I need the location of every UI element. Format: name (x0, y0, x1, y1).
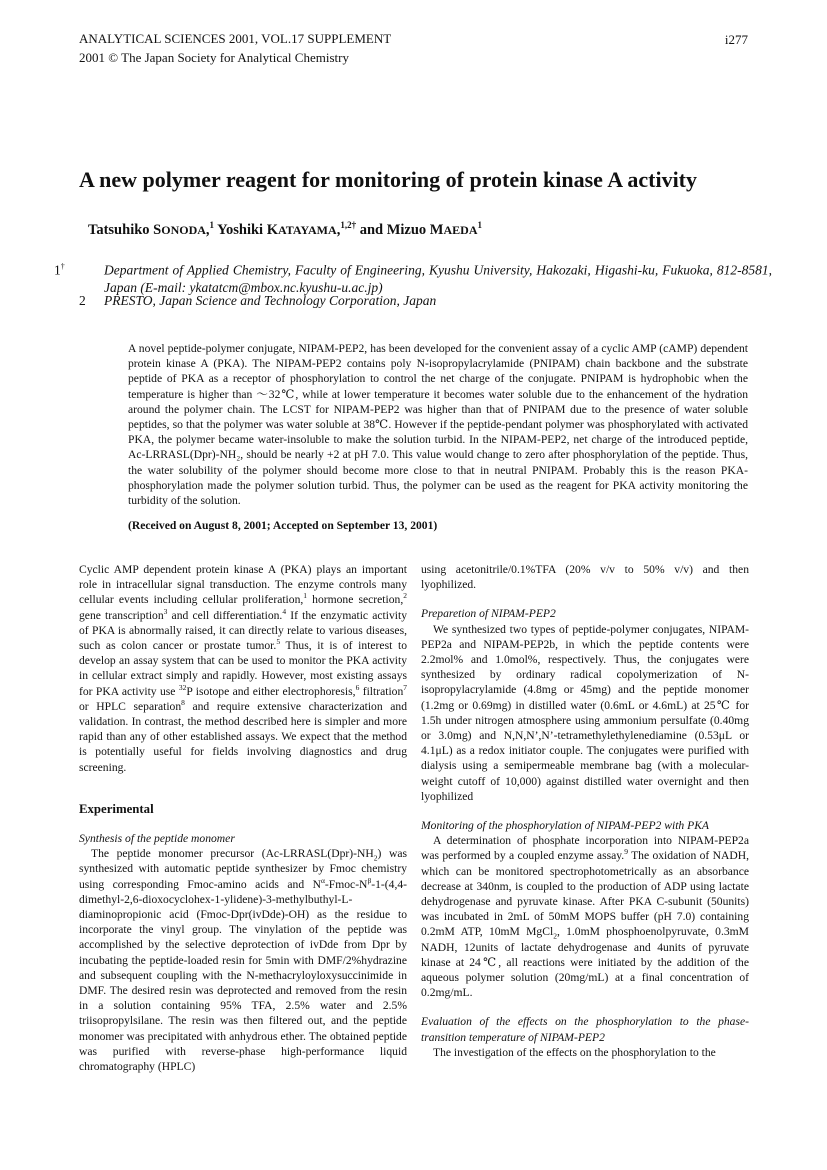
paragraph-continuation: using acetonitrile/0.1%TFA (20% v/v to 50% v/v) and then lyophilized. (421, 563, 749, 592)
subsection-heading-preparation: Preparetion of NIPAM-PEP2 (421, 607, 556, 621)
journal-header: ANALYTICAL SCIENCES 2001, VOL.17 SUPPLEMENT (79, 31, 392, 46)
abstract: A novel peptide-polymer conjugate, NIPAM-PEP2, has been developed for the convenient assay of a cyclic AMP (cAMP) dependent protein kinase A (PKA). The NIPAM-PEP2 contains poly N-isopropylacrylamide (PNIPAM) chain backbone and the substrate peptide of PKA as a receptor of phosphorylation to control the net charge of the conjugate. PNIPAM is hydrophobic when the temperature is higher than ～32℃, while at lower temperature it becomes water soluble due to the enhancement of the hydration around the polymer chain. The LCST for NIPAM-PEP2 was higher than that of PNIPAM due to the presence of water soluble peptides, so that the polymer was water soluble at 38℃. However if the peptide-pendant polymer was phosphorylated with activated PKA, the polymer became water-insoluble to make the solution turbid. In the NIPAM-PEP2, net charge of the introduced peptide, Ac-LRRASL(Dpr)-NH₂, should be nearly +2 at pH 7.0. This value would change to zero after phosphorylation of the peptide. Thus, the water solubility of the polymer should become more close to that in neutral PNIPAM. Probably this is the reason PKA-phosphorylation made the polymer solution turbid. Thus, the polymer can be used as the reagent for PKA activity monitoring the turbidity of the solution. (128, 342, 748, 508)
affiliation-2: 2 PRESTO, Japan Science and Technology Corporation, Japan (79, 293, 437, 308)
synthesis-paragraph: The peptide monomer precursor $(Ac-LRRASL(Dpr)-NH_2)$ was synthesized with automatic peptide synthesizer by Fmoc chemistry using corresponding Fmoc-amino acids and $N^\alpha-Fmoc-N^\beta-1-(4,4-dimethyl-2,6-dioxocyclohex-1-ylidene)-3-methylbuthyl-L$-diaminopropionic acid (Fmoc-Dpr(ivDde)-OH) as the residue to incorporate the vinyl group. The vinylation of the peptide was accomplished by the selective deprotection of ivDde from Dpr by incubating the peptide-loaded resin for 5min with DMF/2%hydrazine and subsequent coupling with the N-methacryloyloxysuccinimide in DMF. The desired resin was deprotected and removed from the resin in a solution containing 95% TFA, 2.5% water and 2.5% triisopropylsilane. The resin was then filtered out, and the peptide monomer was precipitated with anhydrous ether. The obtained peptide was purified with reverse-phase high-performance liquid chromatography (HPLC) (79, 847, 407, 1074)
subsection-heading-evaluation: Evaluation of the effects on the phosphorylation to the phase-transition temperature of NIPAM-PEP2 (421, 1015, 749, 1044)
monitoring-paragraph: A determination of phosphate incorporation into NIPAM-PEP2a was performed by a coupled enzyme assay.$^9$ The oxidation of NADH, which can be monitored spectrophotometrically as an absorbance decrease at 340nm, is coupled to the production of ADP using lactate dehydrogenase and pyruvate kinase. After PKA C-subunit (50units) was incubated in 2mL of 50mM MOPS buffer (pH 7.0) containing 0.2mM ATP, 10mM MgCl$_2$, 1.0mM phosphoenolpyruvate, 0.3mM NADH, 12units of lactate dehydrogenase and 4units of pyruvate kinase at 24℃, all reactions were initiated by the addition of the aqueous polymer solution (20mg/mL) at a final concentration of 0.2mg/mL. (421, 834, 750, 1000)
copyright-line: 2001 © The Japan Society for Analytical Chemistry (79, 50, 349, 65)
author: Tatsuhiko SONODA,$^1$ (88, 220, 215, 238)
subsection-heading-monitoring: Monitoring of the phosphorylation of NIPAM-PEP2 with PKA (421, 819, 710, 833)
evaluation-paragraph: The investigation of the effects on the phosphorylation to the (433, 1045, 716, 1059)
page-number: i277 (724, 32, 748, 47)
paper-title: A new polymer reagent for monitoring of protein kinase A activity (79, 167, 698, 192)
subsection-heading-synthesis: Synthesis of the peptide monomer (79, 832, 235, 846)
introduction-paragraph: Cyclic AMP dependent protein kinase A (PKA) plays an important role in intracellular signal transduction. The enzyme controls many cellular events including cellular proliferation,$^1$ hormone secretion,$^2$ gene transcription$^3$ and cell differentiation.$^4$ If the enzymatic activity of PKA is abnormally raised, it can directly relate to various diseases, such as colon cancer or prostate tumor.$^5$ Thus, it is of interest to develop an assay system that can be used to monitor the PKA activity in cellular extract simply and rapidly. However, most existing assays for PKA activity use $^{32}$P isotope and either electrophoresis,$^6$ filtration$^7$ or HPLC separation$^8$ and require extensive characterization and validation. In contrast, the method described here is simpler and more rapid than any of other established assays. We expect that the method is potentially useful for fields involving diagnostics and drug screening. (79, 563, 408, 774)
left-column (79, 562, 407, 1074)
received-dates: (Received on August 8, 2001; Accepted on September 13, 2001) (128, 519, 438, 532)
right-column (421, 562, 749, 1060)
affiliation-1: 1† Department of Applied Chemistry, Faculty of Engineering, Kyushu University, Hakozaki, Higashi-ku, Fukuoka, 812-8581, Japan (E-mail: ykatatcm@mbox.nc.kyushu-u.ac.jp) (54, 262, 772, 295)
author: Yoshiki KATAYAMA,$^{1,2\dagger}$ and (217, 220, 387, 238)
section-heading-experimental: Experimental (79, 801, 154, 816)
preparation-paragraph: We synthesized two types of peptide-polymer conjugates, NIPAM-PEP2a and NIPAM-PEP2b, in which the peptide contents were 2.2mol% and 1.0mol%, respectively. Thus, the conjugates were synthesized by ordinary radical copolymerization of N-isopropylacrylamide (4.8mg or 45mg) and the peptide monomer (1.2mg or 0.69mg) in distilled water (0.6mL or 4.6mL) at 25℃ for 1.5h under nitrogen atmosphere using ammonium persulfate (0.40mg or 3.0mg) and N,N,N’,N’-tetramethylethylenediamine (0.53μL or 4.1μL) as a redox initiator couple. The conjugates were purified with dialysis using a semipermeable membrane bag (with a molecular-weight cutoff of 10,000) against distilled water overnight and then lyophilized (421, 622, 749, 803)
author-list (88, 220, 482, 239)
author: Mizuo MAEDA$^1$ (386, 220, 482, 238)
